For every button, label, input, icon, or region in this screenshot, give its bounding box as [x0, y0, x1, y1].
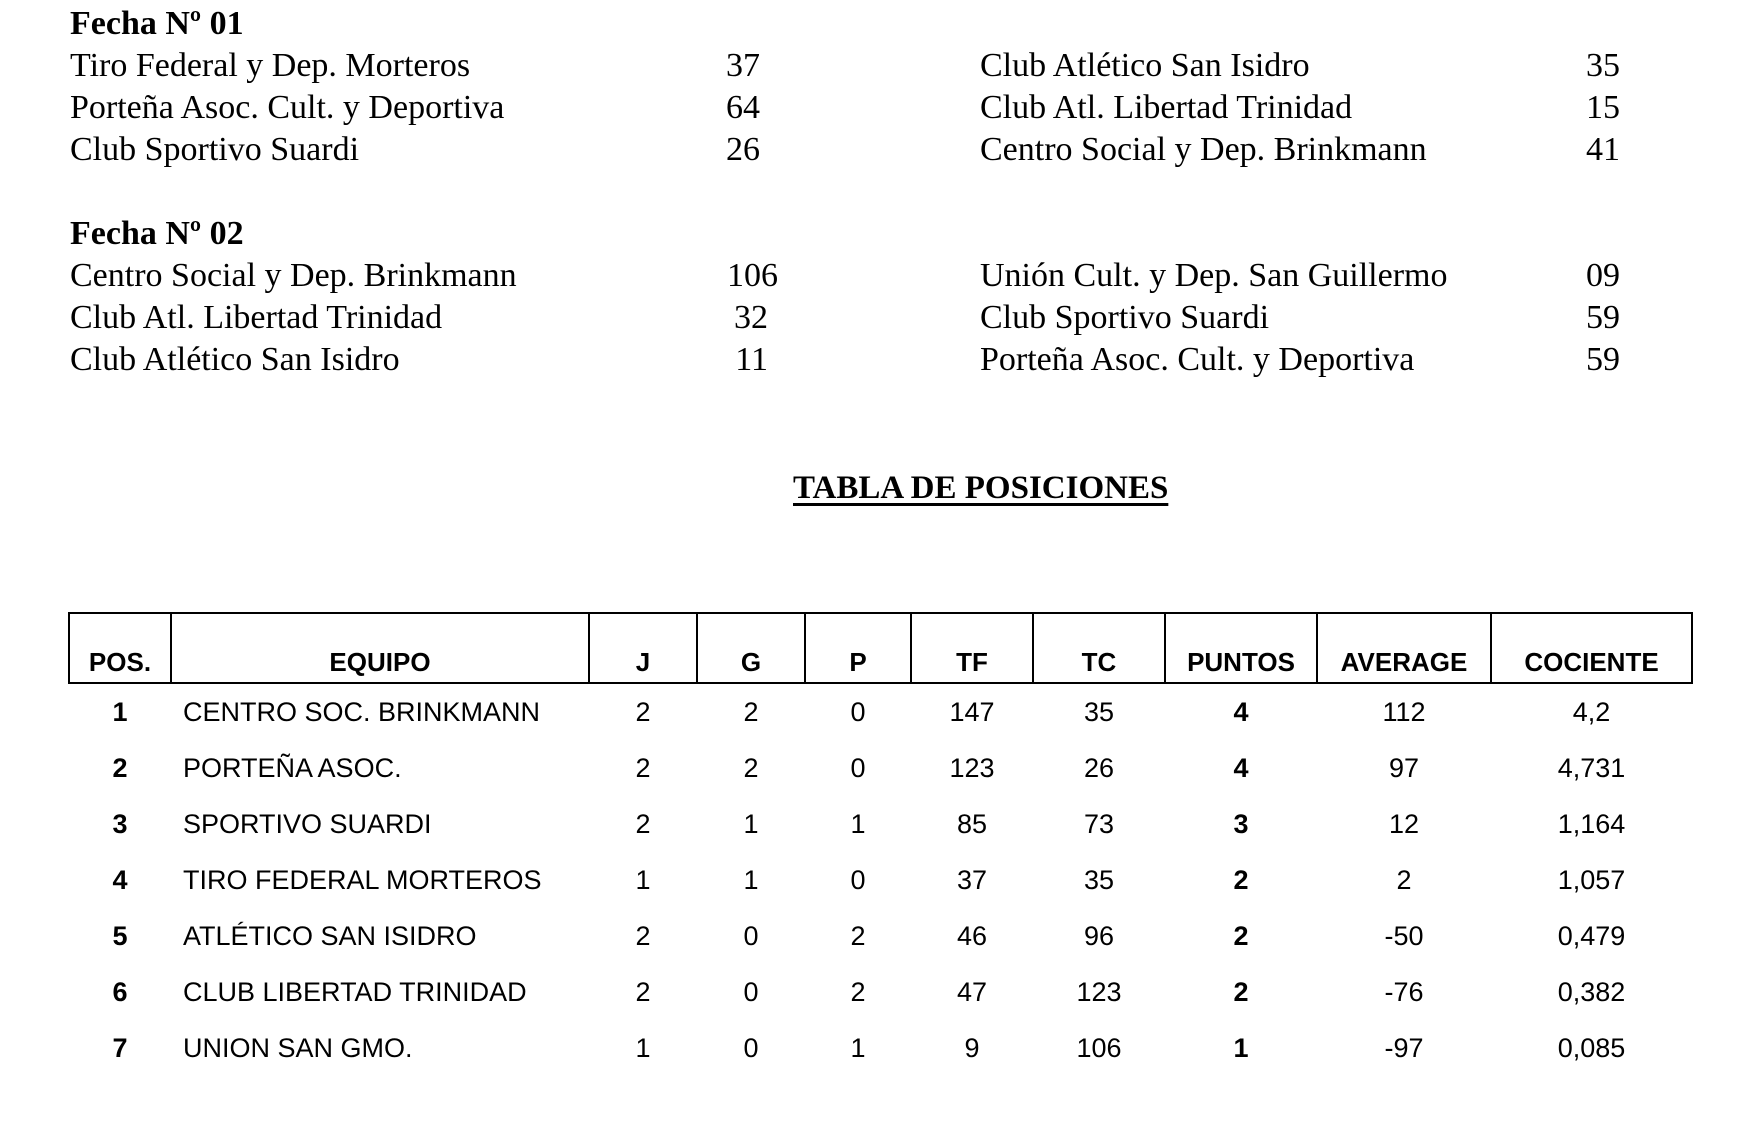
standings-table [68, 612, 1693, 1076]
cell-g: 0 [743, 1032, 759, 1063]
cell-average: 97 [1388, 752, 1420, 783]
header-tf: TF [911, 613, 1033, 683]
cell-tc: 35 [1083, 696, 1115, 727]
cell-puntos: 2 [1233, 920, 1249, 951]
table-row [69, 1020, 1692, 1076]
away-score: 09 [1586, 257, 1620, 294]
cell-tf: 9 [964, 1032, 980, 1063]
cell-equipo: UNION SAN GMO. [183, 1032, 413, 1063]
away-team: Centro Social y Dep. Brinkmann [980, 131, 1427, 168]
header-cociente: COCIENTE [1491, 613, 1692, 683]
match-row [0, 256, 1761, 296]
cell-j: 1 [635, 1032, 651, 1063]
cell-equipo: CENTRO SOC. BRINKMANN [183, 696, 541, 727]
cell-equipo: ATLÉTICO SAN ISIDRO [183, 920, 477, 951]
cell-tf: 85 [956, 808, 988, 839]
cell-pos: 3 [112, 808, 128, 839]
header-pos: POS. [69, 613, 171, 683]
match-row [0, 88, 1761, 128]
table-row [69, 852, 1692, 908]
cell-cociente: 0,479 [1557, 920, 1626, 951]
away-team: Club Sportivo Suardi [980, 299, 1270, 336]
header-equipo: EQUIPO [171, 613, 589, 683]
table-row [69, 740, 1692, 796]
away-team: Club Atl. Libertad Trinidad [980, 89, 1353, 126]
cell-tf: 37 [956, 864, 988, 895]
cell-equipo: CLUB LIBERTAD TRINIDAD [183, 976, 527, 1007]
fecha-02-title: Fecha Nº 02 [70, 215, 244, 252]
cell-tc: 35 [1083, 864, 1115, 895]
table-row [69, 796, 1692, 852]
cell-cociente: 1,164 [1557, 808, 1626, 839]
cell-cociente: 4,731 [1557, 752, 1626, 783]
cell-tf: 123 [949, 752, 995, 783]
cell-j: 2 [635, 752, 651, 783]
cell-p: 1 [850, 1032, 866, 1063]
cell-tc: 106 [1076, 1032, 1122, 1063]
home-team: Club Atlético San Isidro [70, 341, 400, 378]
match-row [0, 130, 1761, 170]
cell-g: 0 [743, 976, 759, 1007]
away-team: Club Atlético San Isidro [980, 47, 1310, 84]
cell-average: -50 [1384, 920, 1424, 951]
cell-puntos: 4 [1233, 752, 1249, 783]
cell-equipo: SPORTIVO SUARDI [183, 808, 432, 839]
table-header-row [69, 613, 1692, 683]
cell-j: 2 [635, 808, 651, 839]
cell-pos: 2 [112, 752, 128, 783]
cell-equipo: TIRO FEDERAL MORTEROS [183, 864, 542, 895]
cell-g: 1 [743, 808, 759, 839]
home-team: Club Atl. Libertad Trinidad [70, 299, 443, 336]
cell-j: 2 [635, 696, 651, 727]
cell-p: 0 [850, 864, 866, 895]
cell-g: 0 [743, 920, 759, 951]
home-team: Club Sportivo Suardi [70, 131, 360, 168]
cell-average: 12 [1388, 808, 1420, 839]
cell-g: 1 [743, 864, 759, 895]
cell-cociente: 1,057 [1557, 864, 1626, 895]
cell-tf: 46 [956, 920, 988, 951]
cell-g: 2 [743, 696, 759, 727]
cell-tf: 147 [949, 696, 995, 727]
cell-p: 2 [850, 920, 866, 951]
cell-cociente: 0,085 [1557, 1032, 1626, 1063]
home-score: 37 [726, 47, 760, 84]
cell-j: 2 [635, 976, 651, 1007]
header-puntos: PUNTOS [1165, 613, 1317, 683]
cell-pos: 5 [112, 920, 128, 951]
home-score: 64 [726, 89, 760, 126]
home-team: Centro Social y Dep. Brinkmann [70, 257, 517, 294]
cell-pos: 1 [112, 696, 128, 727]
cell-tf: 47 [956, 976, 988, 1007]
cell-tc: 96 [1083, 920, 1115, 951]
away-team: Unión Cult. y Dep. San Guillermo [980, 257, 1448, 294]
cell-pos: 4 [112, 864, 128, 895]
home-score: 106 [727, 257, 778, 294]
away-score: 15 [1586, 89, 1620, 126]
cell-p: 2 [850, 976, 866, 1007]
cell-j: 2 [635, 920, 651, 951]
cell-cociente: 4,2 [1572, 696, 1611, 727]
header-g: G [697, 613, 805, 683]
header-p: P [805, 613, 911, 683]
home-score: 32 [734, 299, 768, 336]
table-row [69, 908, 1692, 964]
cell-puntos: 2 [1233, 864, 1249, 895]
tabla-title: TABLA DE POSICIONES [793, 470, 1169, 506]
cell-average: 2 [1396, 864, 1412, 895]
cell-tc: 26 [1083, 752, 1115, 783]
cell-average: 112 [1382, 696, 1426, 727]
away-score: 41 [1586, 131, 1620, 168]
header-average: AVERAGE [1317, 613, 1491, 683]
cell-puntos: 1 [1233, 1032, 1249, 1063]
cell-average: -76 [1384, 976, 1424, 1007]
away-score: 59 [1586, 299, 1620, 336]
match-row [0, 46, 1761, 86]
home-score: 26 [726, 131, 760, 168]
home-team: Porteña Asoc. Cult. y Deportiva [70, 89, 505, 126]
cell-tc: 73 [1083, 808, 1115, 839]
table-row [69, 964, 1692, 1020]
cell-j: 1 [635, 864, 651, 895]
home-score: 11 [735, 341, 768, 378]
cell-p: 0 [850, 752, 866, 783]
cell-tc: 123 [1076, 976, 1122, 1007]
fecha-01-title: Fecha Nº 01 [70, 5, 244, 42]
cell-puntos: 2 [1233, 976, 1249, 1007]
header-j: J [589, 613, 697, 683]
match-row [0, 340, 1761, 380]
away-team: Porteña Asoc. Cult. y Deportiva [980, 341, 1415, 378]
away-score: 35 [1586, 47, 1620, 84]
cell-p: 0 [850, 696, 866, 727]
cell-puntos: 4 [1233, 696, 1249, 727]
cell-g: 2 [743, 752, 759, 783]
cell-cociente: 0,382 [1557, 976, 1626, 1007]
away-score: 59 [1586, 341, 1620, 378]
header-tc: TC [1033, 613, 1165, 683]
cell-equipo: PORTEÑA ASOC. [183, 752, 402, 783]
match-row [0, 298, 1761, 338]
table-row [69, 683, 1692, 740]
cell-puntos: 3 [1233, 808, 1249, 839]
cell-p: 1 [850, 808, 866, 839]
cell-pos: 6 [112, 976, 128, 1007]
home-team: Tiro Federal y Dep. Morteros [70, 47, 471, 84]
cell-pos: 7 [112, 1032, 128, 1063]
cell-average: -97 [1384, 1032, 1424, 1063]
